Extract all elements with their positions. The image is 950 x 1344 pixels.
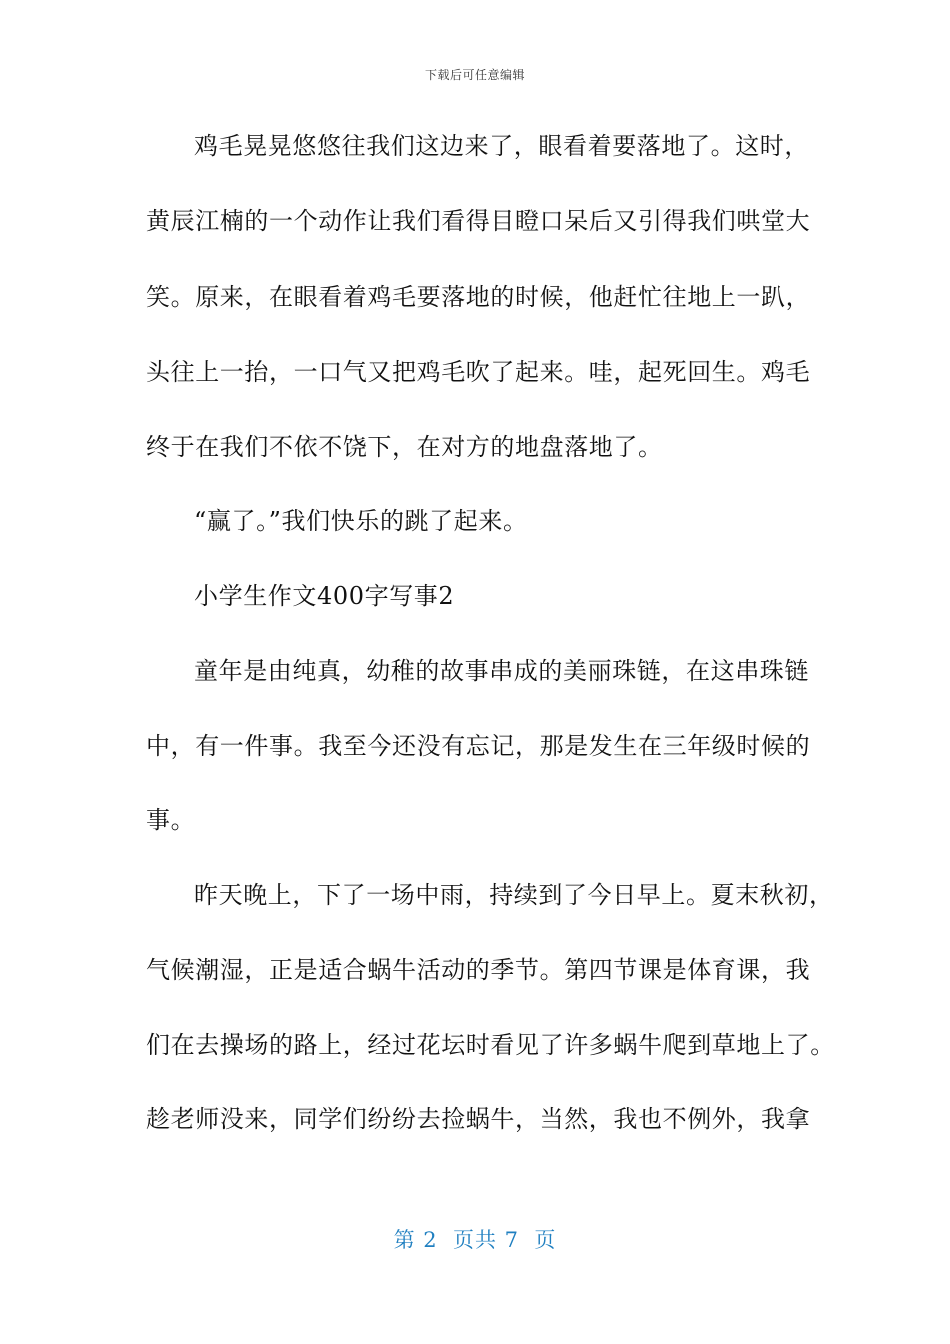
text-line: 终于在我们不依不饶下，在对方的地盘落地了。 — [146, 433, 663, 461]
text-line: 鸡毛晃晃悠悠往我们这边来了，眼看着要落地了。这时， — [194, 132, 809, 160]
text-line: 中，有一件事。我至今还没有忘记，那是发生在三年级时候的 — [146, 732, 811, 760]
page-number-footer: 第 2 页共 7 页 — [393, 1228, 557, 1252]
section-heading: 小学生作文400字写事2 — [194, 582, 455, 610]
text-line: 头往上一抬，一口气又把鸡毛吹了起来。哇，起死回生。鸡毛 — [146, 358, 811, 386]
text-line: 们在去操场的路上，经过花坛时看见了许多蜗牛爬到草地上了。 — [146, 1031, 835, 1059]
text-line: 气候潮湿，正是适合蜗牛活动的季节。第四节课是体育课，我 — [146, 956, 811, 984]
text-line: 童年是由纯真，幼稚的故事串成的美丽珠链，在这串珠链 — [194, 657, 809, 685]
text-line: 事。 — [146, 806, 196, 834]
text-line: 笑。原来，在眼看着鸡毛要落地的时候，他赶忙往地上一趴， — [146, 283, 811, 311]
text-line: 趁老师没来，同学们纷纷去捡蜗牛，当然，我也不例外，我拿 — [146, 1105, 811, 1133]
page-header: 下载后可任意编辑 — [424, 68, 525, 82]
text-line: “赢了。”我们快乐的跳了起来。 — [194, 507, 528, 535]
text-line: 黄辰江楠的一个动作让我们看得目瞪口呆后又引得我们哄堂大 — [146, 207, 811, 235]
text-line: 昨天晚上，下了一场中雨，持续到了今日早上。夏末秋初， — [194, 881, 834, 909]
